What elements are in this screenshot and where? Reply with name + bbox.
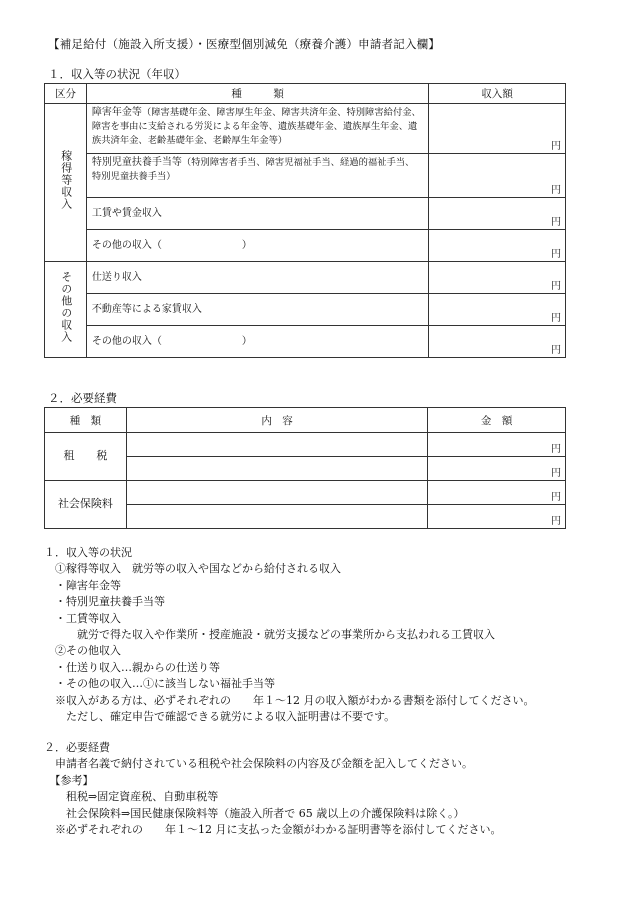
note-line: ・工賃等収入 (44, 611, 121, 625)
item-name: その他の収入（ ） (91, 239, 252, 251)
income-notes (44, 545, 535, 725)
yen-unit: 円 (551, 516, 561, 527)
expense-table (44, 407, 566, 529)
row-rental-income (86, 294, 428, 326)
yen-unit: 円 (551, 141, 561, 152)
yen-unit: 円 (551, 444, 561, 455)
amount-cell-insurance-1[interactable] (428, 481, 566, 505)
row-other-earned-income (86, 230, 428, 262)
item-name: 不動産等による家賃収入 (91, 303, 202, 315)
amount-cell-other-income[interactable] (429, 326, 566, 358)
yen-unit: 円 (551, 468, 561, 479)
content-cell-insurance-2[interactable] (126, 505, 427, 529)
row-allowance-from-family (86, 262, 428, 294)
table-row (45, 154, 566, 198)
yen-unit: 円 (551, 281, 561, 292)
note-line: ※収入がある方は、必ずそれぞれの 年１～12 月の収入額がわかる書類を添付してください。 (44, 693, 535, 707)
header-amount: 収入額 (429, 84, 566, 104)
income-table (44, 83, 566, 358)
note-line: 就労で得た収入や作業所・授産施設・就労支援などの事業所から支払われる工賃収入 (44, 628, 495, 642)
amount-cell-allowance-from-family[interactable] (429, 262, 566, 294)
header-amount: 金 額 (428, 408, 566, 433)
income-section-heading: １．収入等の状況（年収） (48, 67, 186, 81)
item-name: 特別児童扶養手当等 (91, 157, 182, 168)
note-line: １．収入等の状況 (44, 546, 132, 559)
table-row (45, 326, 566, 358)
amount-cell-insurance-2[interactable] (428, 505, 566, 529)
note-line: ①稼得等収入 就労等の収入や国などから給付される収入 (44, 562, 341, 576)
page-title: 【補足給付（施設入所支援）・医療型個別減免（療養介護）申請者記入欄】 (48, 37, 441, 51)
header-content: 内 容 (126, 408, 427, 433)
content-cell-insurance-1[interactable] (126, 481, 427, 505)
header-type: 種 類 (45, 408, 127, 433)
note-line: 社会保険料⇒国民健康保険料等（施設入所者で 65 歳以上の介護保険料は除く。） (44, 806, 465, 820)
header-category: 区分 (45, 84, 87, 104)
note-line: ・その他の収入…①に該当しない福祉手当等 (44, 677, 275, 691)
note-line: 【参考】 (44, 773, 94, 787)
table-row (45, 104, 566, 154)
note-line: 租税⇒固定資産税、自動車税等 (44, 790, 219, 804)
yen-unit: 円 (551, 492, 561, 503)
group-label-social-insurance: 社会保険料 (45, 481, 127, 529)
amount-cell-child-allowance[interactable] (429, 154, 566, 198)
group-label-earned-income (45, 104, 87, 262)
yen-unit: 円 (551, 345, 561, 356)
item-name: 仕送り収入 (91, 271, 142, 283)
note-line: ・障害年金等 (44, 578, 121, 592)
item-detail: （障害基礎年金、障害厚生年金、障害共済年金、特別障害給付金、障害を事由に支給される労災による年金等、遺族基礎年金、遺族厚生年金、遺族共済年金、老齢基礎年金、老齢厚生年金等） (91, 107, 421, 146)
note-line: 申請者名義で納付されている租税や社会保険料の内容及び金額を記入してください。 (44, 757, 473, 771)
row-other-income (86, 326, 428, 358)
amount-cell-tax-2[interactable] (428, 457, 566, 481)
table-row (45, 294, 566, 326)
item-name: 障害年金等 (91, 107, 142, 118)
item-name: 工賃や賃金収入 (91, 207, 162, 219)
table-row (45, 230, 566, 262)
table-row (45, 262, 566, 294)
note-line: ・特別児童扶養手当等 (44, 595, 165, 609)
expense-section-heading: ２．必要経費 (48, 391, 117, 405)
note-line: ②その他収入 (44, 644, 121, 658)
table-row (45, 198, 566, 230)
note-line: ２．必要経費 (44, 741, 110, 754)
income-table-header (45, 84, 566, 104)
note-line: ※必ずそれぞれの 年１～12 月に支払った金額がわかる証明書等を添付してください。 (44, 823, 502, 837)
row-pension (86, 104, 428, 154)
note-line: ただし、確定申告で確認できる就労による収入証明書は不要です。 (44, 710, 396, 724)
yen-unit: 円 (551, 185, 561, 196)
content-cell-tax-2[interactable] (126, 457, 427, 481)
table-row (45, 481, 566, 505)
item-name: その他の収入（ ） (91, 335, 252, 347)
expense-notes (44, 740, 502, 838)
header-type: 種 類 (86, 84, 428, 104)
group-label-text: その他の収入 (59, 271, 73, 344)
note-line: ・仕送り収入…親からの仕送り等 (44, 660, 220, 674)
expense-table-header (45, 408, 566, 433)
amount-cell-tax-1[interactable] (428, 433, 566, 457)
yen-unit: 円 (551, 249, 561, 260)
yen-unit: 円 (551, 313, 561, 324)
table-row (45, 433, 566, 457)
row-wage-income (86, 198, 428, 230)
amount-cell-wage-income[interactable] (429, 198, 566, 230)
group-label-tax: 租 税 (45, 433, 127, 481)
amount-cell-rental-income[interactable] (429, 294, 566, 326)
group-label-text: 稼得等収入 (59, 150, 73, 211)
amount-cell-pension[interactable] (429, 104, 566, 154)
amount-cell-other-earned-income[interactable] (429, 230, 566, 262)
group-label-other-income (45, 262, 87, 358)
row-child-allowance (86, 154, 428, 198)
item-detail: （特別障害者手当、障害児福祉手当、経過的福祉手当、特別児童扶養手当） (91, 157, 415, 182)
content-cell-tax-1[interactable] (126, 433, 427, 457)
yen-unit: 円 (551, 217, 561, 228)
